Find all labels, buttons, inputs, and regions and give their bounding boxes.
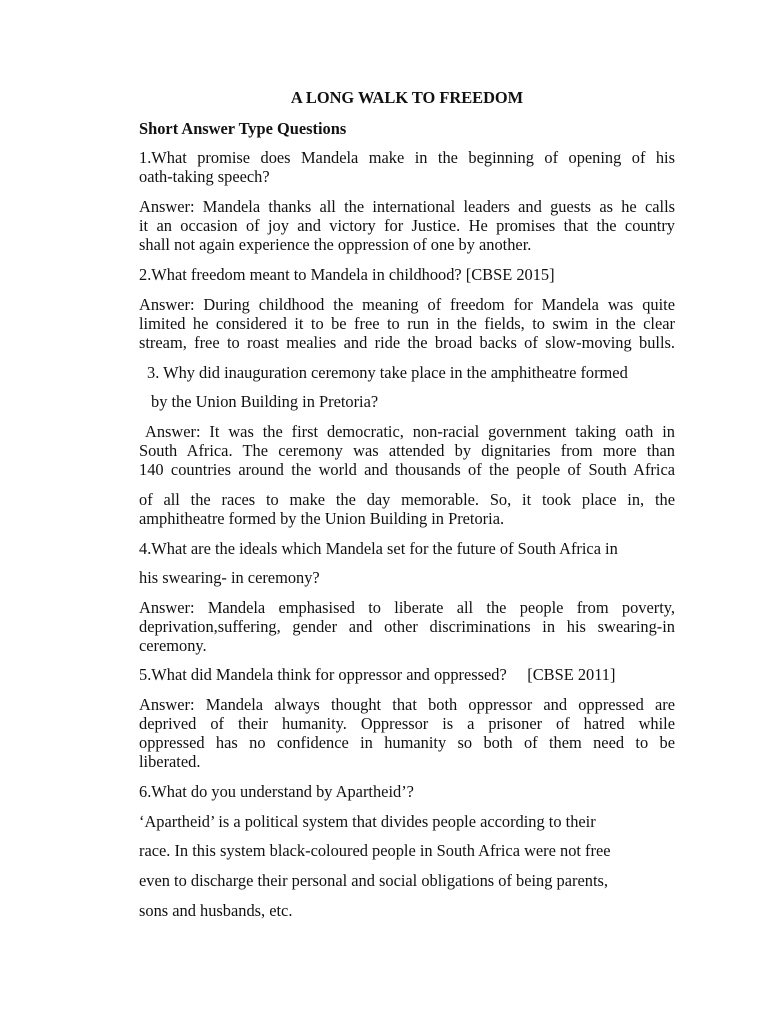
answer-6-line-2: race. In this system black-coloured people in South Africa were not free [139, 841, 611, 860]
answer-2-line-3: stream, free to roast mealies and ride the broad backs of slow-moving bulls. [139, 333, 675, 352]
question-3-line-2: by the Union Building in Pretoria? [151, 392, 379, 411]
answer-5-line-3: oppressed has no confidence in humanity so both of them need to be [139, 733, 675, 752]
answer-3-line-5: amphitheatre formed by the Union Building in Pretoria. [139, 509, 505, 528]
question-6-line-1: 6.What do you understand by Apartheid’? [139, 782, 414, 801]
answer-2-line-1: Answer: During childhood the meaning of freedom for Mandela was quite [139, 295, 675, 314]
question-5-line-1: 5.What did Mandela think for oppressor and oppressed? [CBSE 2011] [139, 665, 616, 684]
answer-1-line-2: it an occasion of joy and victory for Justice. He promises that the country [139, 216, 675, 235]
answer-3-line-3: 140 countries around the world and thousands of the people of South Africa [139, 460, 675, 479]
section-heading: Short Answer Type Questions [139, 119, 347, 138]
question-3-line-1: 3. Why did inauguration ceremony take place in the amphitheatre formed [147, 363, 628, 382]
answer-4-line-2: deprivation,suffering, gender and other discriminations in his swearing-in [139, 617, 675, 636]
answer-3-line-4: of all the races to make the day memorable. So, it took place in, the [139, 490, 675, 509]
answer-1-line-1: Answer: Mandela thanks all the international leaders and guests as he calls [139, 197, 675, 216]
answer-5-line-1: Answer: Mandela always thought that both oppressor and oppressed are [139, 695, 675, 714]
answer-5-line-4: liberated. [139, 752, 201, 771]
answer-4-line-3: ceremony. [139, 636, 207, 655]
question-1-line-1: 1.What promise does Mandela make in the beginning of opening of his [139, 148, 675, 167]
answer-6-line-3: even to discharge their personal and social obligations of being parents, [139, 871, 608, 890]
question-4-line-1: 4.What are the ideals which Mandela set for the future of South Africa in [139, 539, 618, 558]
answer-4-line-1: Answer: Mandela emphasised to liberate all the people from poverty, [139, 598, 675, 617]
answer-6-line-1: ‘Apartheid’ is a political system that divides people according to their [139, 812, 596, 831]
question-4-line-2: his swearing- in ceremony? [139, 568, 320, 587]
answer-3-line-2: South Africa. The ceremony was attended by dignitaries from more than [139, 441, 675, 460]
answer-2-line-2: limited he considered it to be free to run in the fields, to swim in the clear [139, 314, 675, 333]
answer-3-line-1: Answer: It was the first democratic, non-racial government taking oath in [145, 422, 675, 441]
document-title: A LONG WALK TO FREEDOM [290, 88, 524, 107]
question-2-line-1: 2.What freedom meant to Mandela in childhood? [CBSE 2015] [139, 265, 555, 284]
answer-5-line-2: deprived of their humanity. Oppressor is a prisoner of hatred while [139, 714, 675, 733]
answer-1-line-3: shall not again experience the oppression of one by another. [139, 235, 532, 254]
answer-6-line-4: sons and husbands, etc. [139, 901, 293, 920]
question-1-line-2: oath-taking speech? [139, 167, 270, 186]
